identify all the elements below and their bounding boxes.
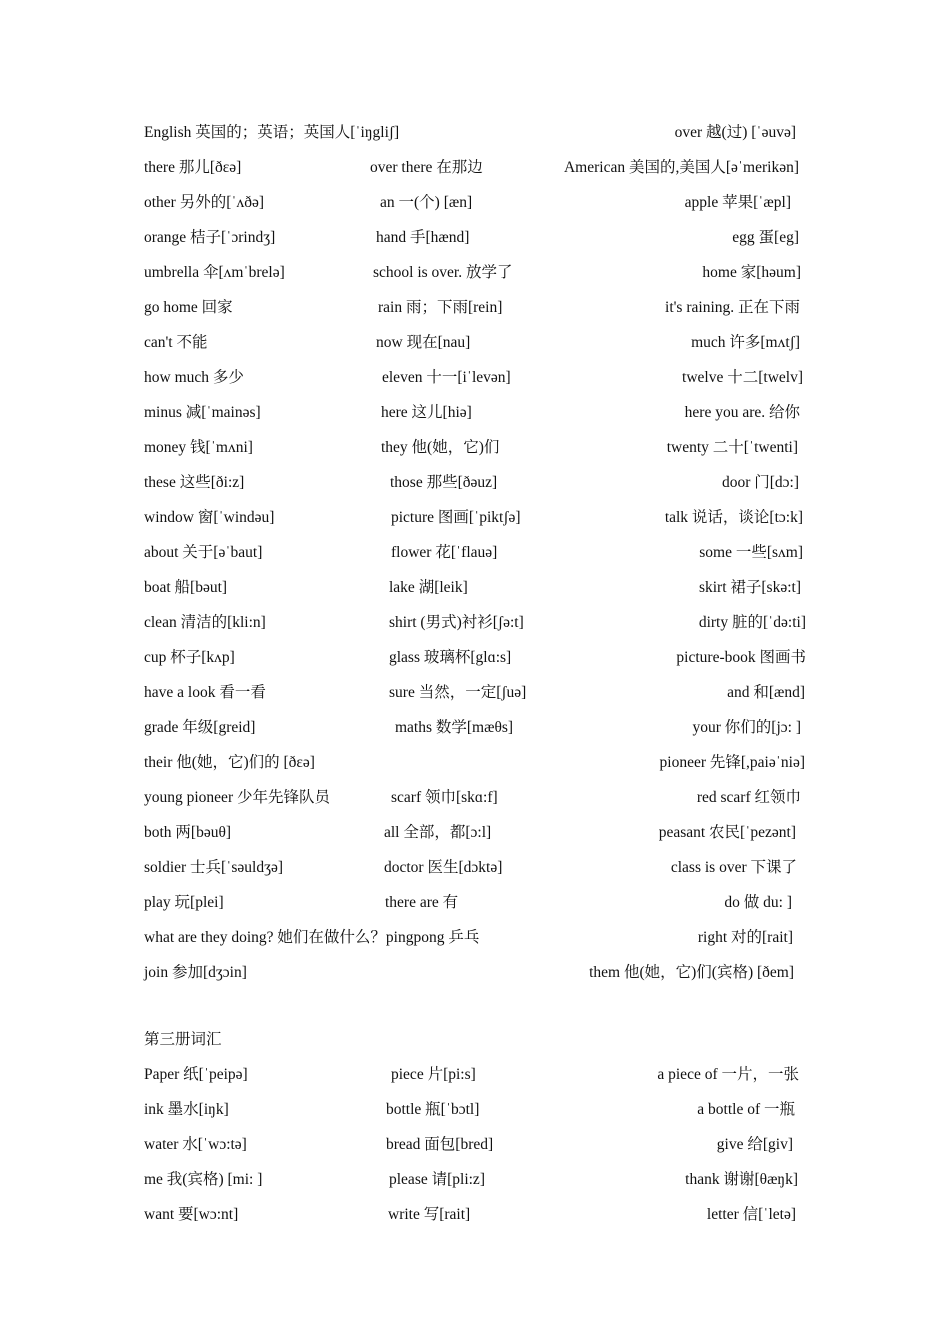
word-left: grade 年级[greid] (144, 719, 256, 736)
word-right: much 许多[mʌtʃ] (691, 334, 800, 351)
word-middle: write 写[rait] (388, 1206, 471, 1223)
word-left: play 玩[plei] (144, 894, 224, 911)
word-right: over 越(过) [ˈəuvə] (674, 124, 796, 141)
word-left: what are they doing? 她们在做什么？pingpong 乒乓 (144, 929, 480, 946)
word-left: clean 清洁的[kli:n] (144, 614, 266, 631)
word-left: how much 多少 (144, 369, 244, 386)
word-right: right 对的[rait] (697, 929, 793, 946)
word-right: some 一些[sʌm] (699, 544, 803, 561)
word-left: about 关于[əˈbaut] (144, 544, 263, 561)
word-left: join 参加[dʒɔin] (144, 964, 247, 981)
word-right: a piece of 一片，一张 (657, 1066, 799, 1083)
word-middle: picture 图画[ˈpiktʃə] (391, 509, 521, 526)
word-middle: over there 在那边 (370, 159, 483, 176)
word-right: give 给[giv] (716, 1136, 793, 1153)
word-left: minus 减[ˈmainəs] (144, 404, 261, 421)
word-left: have a look 看一看 (144, 684, 266, 701)
word-left: young pioneer 少年先锋队员 (144, 789, 330, 806)
word-left: there 那儿[ðεə] (144, 159, 242, 176)
word-right: letter 信[ˈletə] (706, 1206, 796, 1223)
word-right: American 美国的,美国人[əˈmerikən] (563, 159, 799, 176)
word-middle: glass 玻璃杯[glɑ:s] (389, 649, 512, 666)
word-middle: shirt (男式)衬衫[ʃə:t] (389, 614, 524, 631)
word-left: these 这些[ði:z] (144, 474, 245, 491)
word-right: pioneer 先锋[,paiəˈniə] (659, 754, 805, 771)
word-right: class is over 下课了 (670, 859, 797, 876)
word-right: picture-book 图画书 (676, 649, 806, 666)
word-left: orange 桔子[ˈɔrindʒ] (144, 229, 276, 246)
word-right: apple 苹果[ˈæpl] (684, 194, 791, 211)
word-middle: here 这儿[hiə] (381, 404, 472, 421)
word-middle: sure 当然，一定[ʃuə] (389, 684, 527, 701)
word-right: it's raining. 正在下雨 (665, 299, 800, 316)
word-right: them 他(她，它)们(宾格) [ðem] (589, 964, 794, 981)
word-right: and 和[ænd] (727, 684, 805, 701)
word-middle: bottle 瓶[ˈbɔtl] (386, 1101, 480, 1118)
word-left: window 窗[ˈwindəu] (144, 509, 275, 526)
word-right: here you are. 给你 (684, 404, 800, 421)
word-left: their 他(她，它)们的 [ðεə] (144, 754, 315, 771)
word-middle: rain 雨；下雨[rein] (378, 299, 503, 316)
word-right: egg 蛋[eg] (732, 229, 799, 246)
word-left: Paper 纸[ˈpeipə] (144, 1066, 248, 1083)
word-right: skirt 裙子[skə:t] (698, 579, 801, 596)
word-middle: an 一(个) [æn] (380, 194, 473, 211)
word-right: your 你们的[jɔ: ] (692, 719, 801, 736)
word-middle: bread 面包[bred] (386, 1136, 494, 1153)
word-middle: there are 有 (385, 894, 459, 911)
word-right: door 门[dɔ:] (721, 474, 799, 491)
word-middle: those 那些[ðəuz] (390, 474, 498, 491)
word-right: a bottle of 一瓶 (697, 1101, 795, 1118)
word-middle: all 全部，都[ɔ:l] (384, 824, 492, 841)
word-middle: please 请[pli:z] (389, 1171, 485, 1188)
word-right: twenty 二十[ˈtwenti] (666, 439, 798, 456)
word-left: both 两[bəuθ] (144, 824, 232, 841)
word-left: me 我(宾格) [mi: ] (144, 1171, 263, 1188)
word-left: boat 船[bəut] (144, 579, 228, 596)
word-right: home 家[həum] (702, 264, 801, 281)
word-right: twelve 十二[twelv] (682, 369, 803, 386)
word-middle: school is over. 放学了 (373, 264, 513, 281)
word-left: soldier 士兵[ˈsəuldʒə] (144, 859, 284, 876)
word-left: can't 不能 (144, 334, 208, 351)
word-right: dirty 脏的[ˈdə:ti] (698, 614, 806, 631)
word-right: red scarf 红领巾 (696, 789, 801, 806)
word-left: go home 回家 (144, 299, 233, 316)
word-left: money 钱[ˈmʌni] (144, 439, 253, 456)
word-left: English 英国的；英语；英国人[ˈiŋgliʃ] (144, 124, 400, 141)
word-left: other 另外的[ˈʌðə] (144, 194, 265, 211)
word-middle: doctor 医生[dɔktə] (384, 859, 503, 876)
word-right: talk 说话，谈论[tɔ:k] (664, 509, 803, 526)
section-heading: 第三册词汇 (144, 1031, 222, 1048)
word-left: cup 杯子[kʌp] (144, 649, 235, 666)
word-left: ink 墨水[iŋk] (144, 1101, 229, 1118)
word-middle: they 他(她，它)们 (381, 439, 500, 456)
word-middle: lake 湖[leik] (389, 579, 468, 596)
word-left: want 要[wɔ:nt] (144, 1206, 239, 1223)
word-right: do 做 du: ] (724, 894, 792, 911)
word-left: water 水[ˈwɔ:tə] (144, 1136, 247, 1153)
word-right: thank 谢谢[θæŋk] (685, 1171, 798, 1188)
word-middle: flower 花[ˈflauə] (391, 544, 498, 561)
word-right: peasant 农民[ˈpezənt] (658, 824, 796, 841)
word-middle: maths 数学[mæθs] (395, 719, 514, 736)
word-middle: eleven 十一[iˈlevən] (382, 369, 511, 386)
word-middle: hand 手[hænd] (376, 229, 470, 246)
word-middle: scarf 领巾[skɑ:f] (391, 789, 498, 806)
word-middle: now 现在[nau] (376, 334, 471, 351)
word-middle: piece 片[pi:s] (391, 1066, 476, 1083)
word-left: umbrella 伞[ʌmˈbrelə] (144, 264, 285, 281)
